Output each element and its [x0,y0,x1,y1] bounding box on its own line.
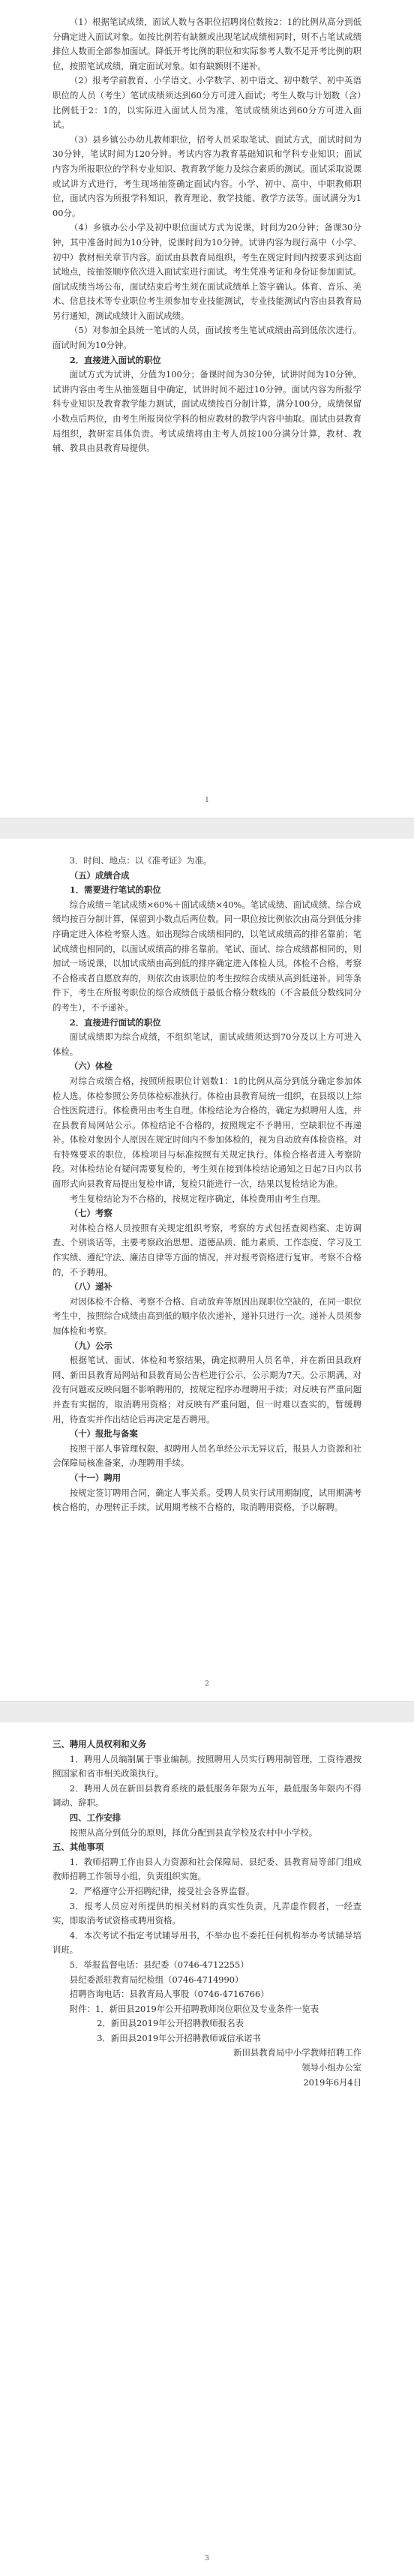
page-separator [0,1701,414,1724]
body-paragraph: 按照从高分到低分的原则，择优分配到县直学校及农村中小学校。 [69,1827,318,1838]
section-heading: 2．直接进入面试的职位 [69,354,161,365]
body-paragraph: 面试方式为试讲，分值为100分；备课时间为30分钟，试讲时间为10分钟。试讲内容由考生从抽签题目中确定，试讲时间不超过10分钟。面试内容为所报学科专业知识及教育教学能力测试，面试成绩按百分制计算，满分100分，成绩保留小数点后两位，由考生所报岗位学科的相应教材的教学内容中抽取。面试由县教育局组织，教研室具体负责。考试成绩将由主考人员按100分满分计算，教材、教辅、教具由县教育局提供。 [52,369,362,454]
document-page-3 [0,1722,414,2576]
body-paragraph: （2）报考学前教育、小学语文、小学数学、初中语文、初中数学、初中英语职位的人员（考生）笔试成绩须达到60分方可进入面试；考生人数与计划数（含）比例低于2：1的，以实际进入面试人员为准，笔试成绩须达到60分方可进入面试。 [52,75,362,131]
section-heading: （十）报批与备案 [69,1428,138,1440]
page-separator [0,818,414,840]
page-2-body [52,854,362,1515]
attachment-line: 2．新田县2019年公开招聘教师报名表 [97,2018,244,2029]
section-heading: （七）考察 [69,1208,112,1219]
body-paragraph: 招聘咨询电话：县教育局人事股（0746-4716766） [69,1989,269,2000]
attachment-line: 3．新田县2019年公开招聘教师诚信承诺书 [97,2032,261,2043]
signature-line: 2019年6月4日 [303,2076,362,2088]
page-number: 1 [205,797,209,804]
section-heading: （五）成绩合成 [69,869,130,881]
body-paragraph: 对因体检不合格、考察不合格、自动放弃等原因出现职位空缺的，在同一职位考生中，按照综合成绩由高到低的顺序依次递补，递补只进行一次。递补人员须参加体检和考察。 [52,1296,362,1336]
body-paragraph: （1）根据笔试成绩，面试人数与各职位招聘岗位数按2：1的比例从高分到低分确定进入面试对象。如按比例若有缺额或出现笔试成绩相同时，则不占笔试成绩排位人数而全部参加面试。降低开考比例的职位和实际参考人数不足开考比例的职位，按照笔试成绩，确定面试对象。如有缺额则不递补。 [52,17,362,71]
body-paragraph: 3．时间、地点：以《准考证》为准。 [69,855,212,866]
body-paragraph: 2．聘用人员在新田县教育系统的最低服务年限为五年，最低服务年限内不得调动、辞职。 [52,1782,362,1809]
body-paragraph: 按照干部人事管理权限，拟聘用人员名单经公示无异议后，报县人力资源和社会保障局核准备案，办理聘用手续。 [52,1443,362,1469]
body-paragraph: 根据笔试、面试、体检和考察结果，确定拟聘用人员名单，并在新田县政府网、新田县教育局网站和县教育局公告栏进行公示，公示期为7天。公示期满，对没有问题或反映问题不影响聘用的，按规定程序办理聘用手续；对反映有严重问题并查有实据的，取消聘用资格；对反映有严重问题，但一时难以查实的，暂缓聘用，待查实并作出结论后再决定是否聘用。 [52,1355,362,1425]
chapter-heading: 五、其他事项 [52,1842,104,1853]
body-paragraph: 2．严格遵守公开招聘纪律，接受社会各界监督。 [69,1885,255,1896]
body-paragraph: （5）对参加全县统一笔试的人员，面试按考生笔试成绩由高到低依次进行。面试时间为10分钟。 [52,325,362,351]
body-paragraph: 5．举报监督电话：县纪委（0746-4712255） [69,1959,249,1970]
body-paragraph: （3）县乡镇公办幼儿教师职位，招考人员采取笔试、面试方式，面试时间为30分钟，笔试时间为120分钟。考试内容为教育基础知识和学科专业知识；面试内容为所报职位的学科专业知识、教育教学能力及综合素质的测试。面试采取说课或试讲方式进行，考生现场抽签确定面试内容。小学、初中、高中、中职教师职位，面试内容为所报学科知识，教育理论、教学技能、教学方法等。面试满分为100分。 [52,134,362,218]
page-number: 2 [205,1680,209,1688]
body-paragraph: 3．报考人员应对所提供的相关材料的真实性负责，凡弄虚作假者，一经查实，即取消考试资格或聘用资格。 [52,1900,362,1926]
section-heading: 1．需要进行笔试的职位 [69,884,161,896]
page-number: 3 [205,2555,209,2562]
body-paragraph: 对综合成绩合格，按照所报职位计划数1：1的比例从高分到低分确定参加体检人选。体检参照公务员体检标准执行。体检由县教育局统一组织，在县级以上综合性医院进行。体检费用由考生自理。体检结论为合格的，确定为拟聘用人选，并在县教育局网站公示。体检结论不合格的，按照规定不予聘用，空缺职位不再递补。体检对象因个人原因在规定时间内不参加体检的，视为自动放弃体检资格。对有特殊要求的职位，体检项目与标准按照有关规定执行。体检合格者进入考察阶段。对体检结论有疑问需要复检的，考生须在接到体检结论通知之日起7日内以书面形式向县教育局提出复检申请，复检只能进行一次，结果以复检结论为准。 [52,1075,362,1190]
section-heading: 四、工作安排 [69,1812,122,1823]
signature-line: 领导小组办公室 [302,2062,362,2073]
section-heading: 2．直接进行面试的职位 [69,1016,161,1028]
section-heading: （十一）聘用 [69,1472,122,1483]
body-paragraph: 考生复检结论为不合格的，按规定程序确定，体检费用由考生自理。 [69,1193,326,1204]
body-paragraph: 4．本次考试不指定考试辅导用书，不举办也不委托任何机构举办考试辅导培训班。 [52,1929,362,1956]
signature-line: 新田县教育局中小学教师招聘工作 [233,2047,362,2058]
body-paragraph: 1．教师招聘工作由县人力资源和社会保障局、县纪委、县教育局等部门组成教师招聘工作领导小组，负责组织实施。 [52,1856,362,1882]
section-heading: （八）递补 [69,1281,112,1293]
section-heading: （六）体检 [69,1061,112,1072]
chapter-heading: 三、聘用人员权利和义务 [52,1739,147,1749]
body-paragraph: 面试成绩即为综合成绩，不组织笔试，面试成绩须达到70分及以上方可进入体检。 [52,1031,362,1057]
body-paragraph: 县纪委派驻教育局纪检组（0746-4714990） [69,1974,244,1985]
body-paragraph: 按规定签订聘用合同，确定人事关系。受聘人员实行试用期制度，试用期满考核合格的，办理转正手续，试用期考核不合格的，取消聘用资格，予以解聘。 [52,1487,362,1513]
body-paragraph: （4）乡镇办公小学及初中职位面试方式为说课，时间为20分钟；备课30分钟，其中准备时间为10分钟，说课时间为10分钟。试讲内容为现行高中（小学、初中）教材相关章节内容。面试由县教育局组织，考生在规定时间内按要求到达面试地点，按抽签顺序依次进入面试室进行面试。考生凭准考证和身份证参加面试。面试成绩当场公布，面试结束后考生须在面试成绩单上签字确认。体育、音乐、美术、信息技术等专业职位考生须参加专业技能测试，专业技能测试内容由县教育局另行通知，测试成绩计入面试成绩。 [52,222,362,321]
body-paragraph: 综合成绩＝笔试成绩×60%＋面试成绩×40%。笔试成绩、面试成绩、综合成绩均按百分制计算，保留到小数点后两位数。同一职位按比例依次由高分到低分排序确定进入体检考察人选。如出现综合成绩相同的，以笔试成绩高的排名靠前；笔试成绩也相同的，以面试成绩高的排名靠前。笔试、面试、综合成绩都相同的，则加试一场说课，以加试成绩由高到低的排序确定进入体检人员。体检不合格，考察不合格或者自愿放弃的，则依次由该职位的考生按综合成绩从高到低递补。同等条件下，考生在所报考职位的综合成绩低于最低合格分数线的（不含最低分数线同分的考生），不予递补。 [52,899,362,1013]
page-3-body [52,1737,362,2090]
body-paragraph: 对体检合格人员按照有关规定组织考察，考察的方式包括查阅档案、走访调查、个别谈话等，主要考察政治思想、道德品质、能力素质、工作态度、学习及工作实绩、遵纪守法、廉洁自律等方面的情况，并对报考资格进行复审。考察不合格的，不予聘用。 [52,1222,362,1277]
document-page-2 [0,839,414,1701]
document-page-1 [0,0,414,818]
section-heading: （九）公示 [69,1340,112,1351]
body-paragraph: 1．聘用人员编制属于事业编制。按照聘用人员实行聘用制管理，工资待遇按照国家和省市相关政策执行。 [52,1753,362,1779]
page-1-body [52,15,362,456]
attachment-line: 附件：1．新田县2019年公开招聘教师岗位职位及专业条件一览表 [69,2003,320,2014]
